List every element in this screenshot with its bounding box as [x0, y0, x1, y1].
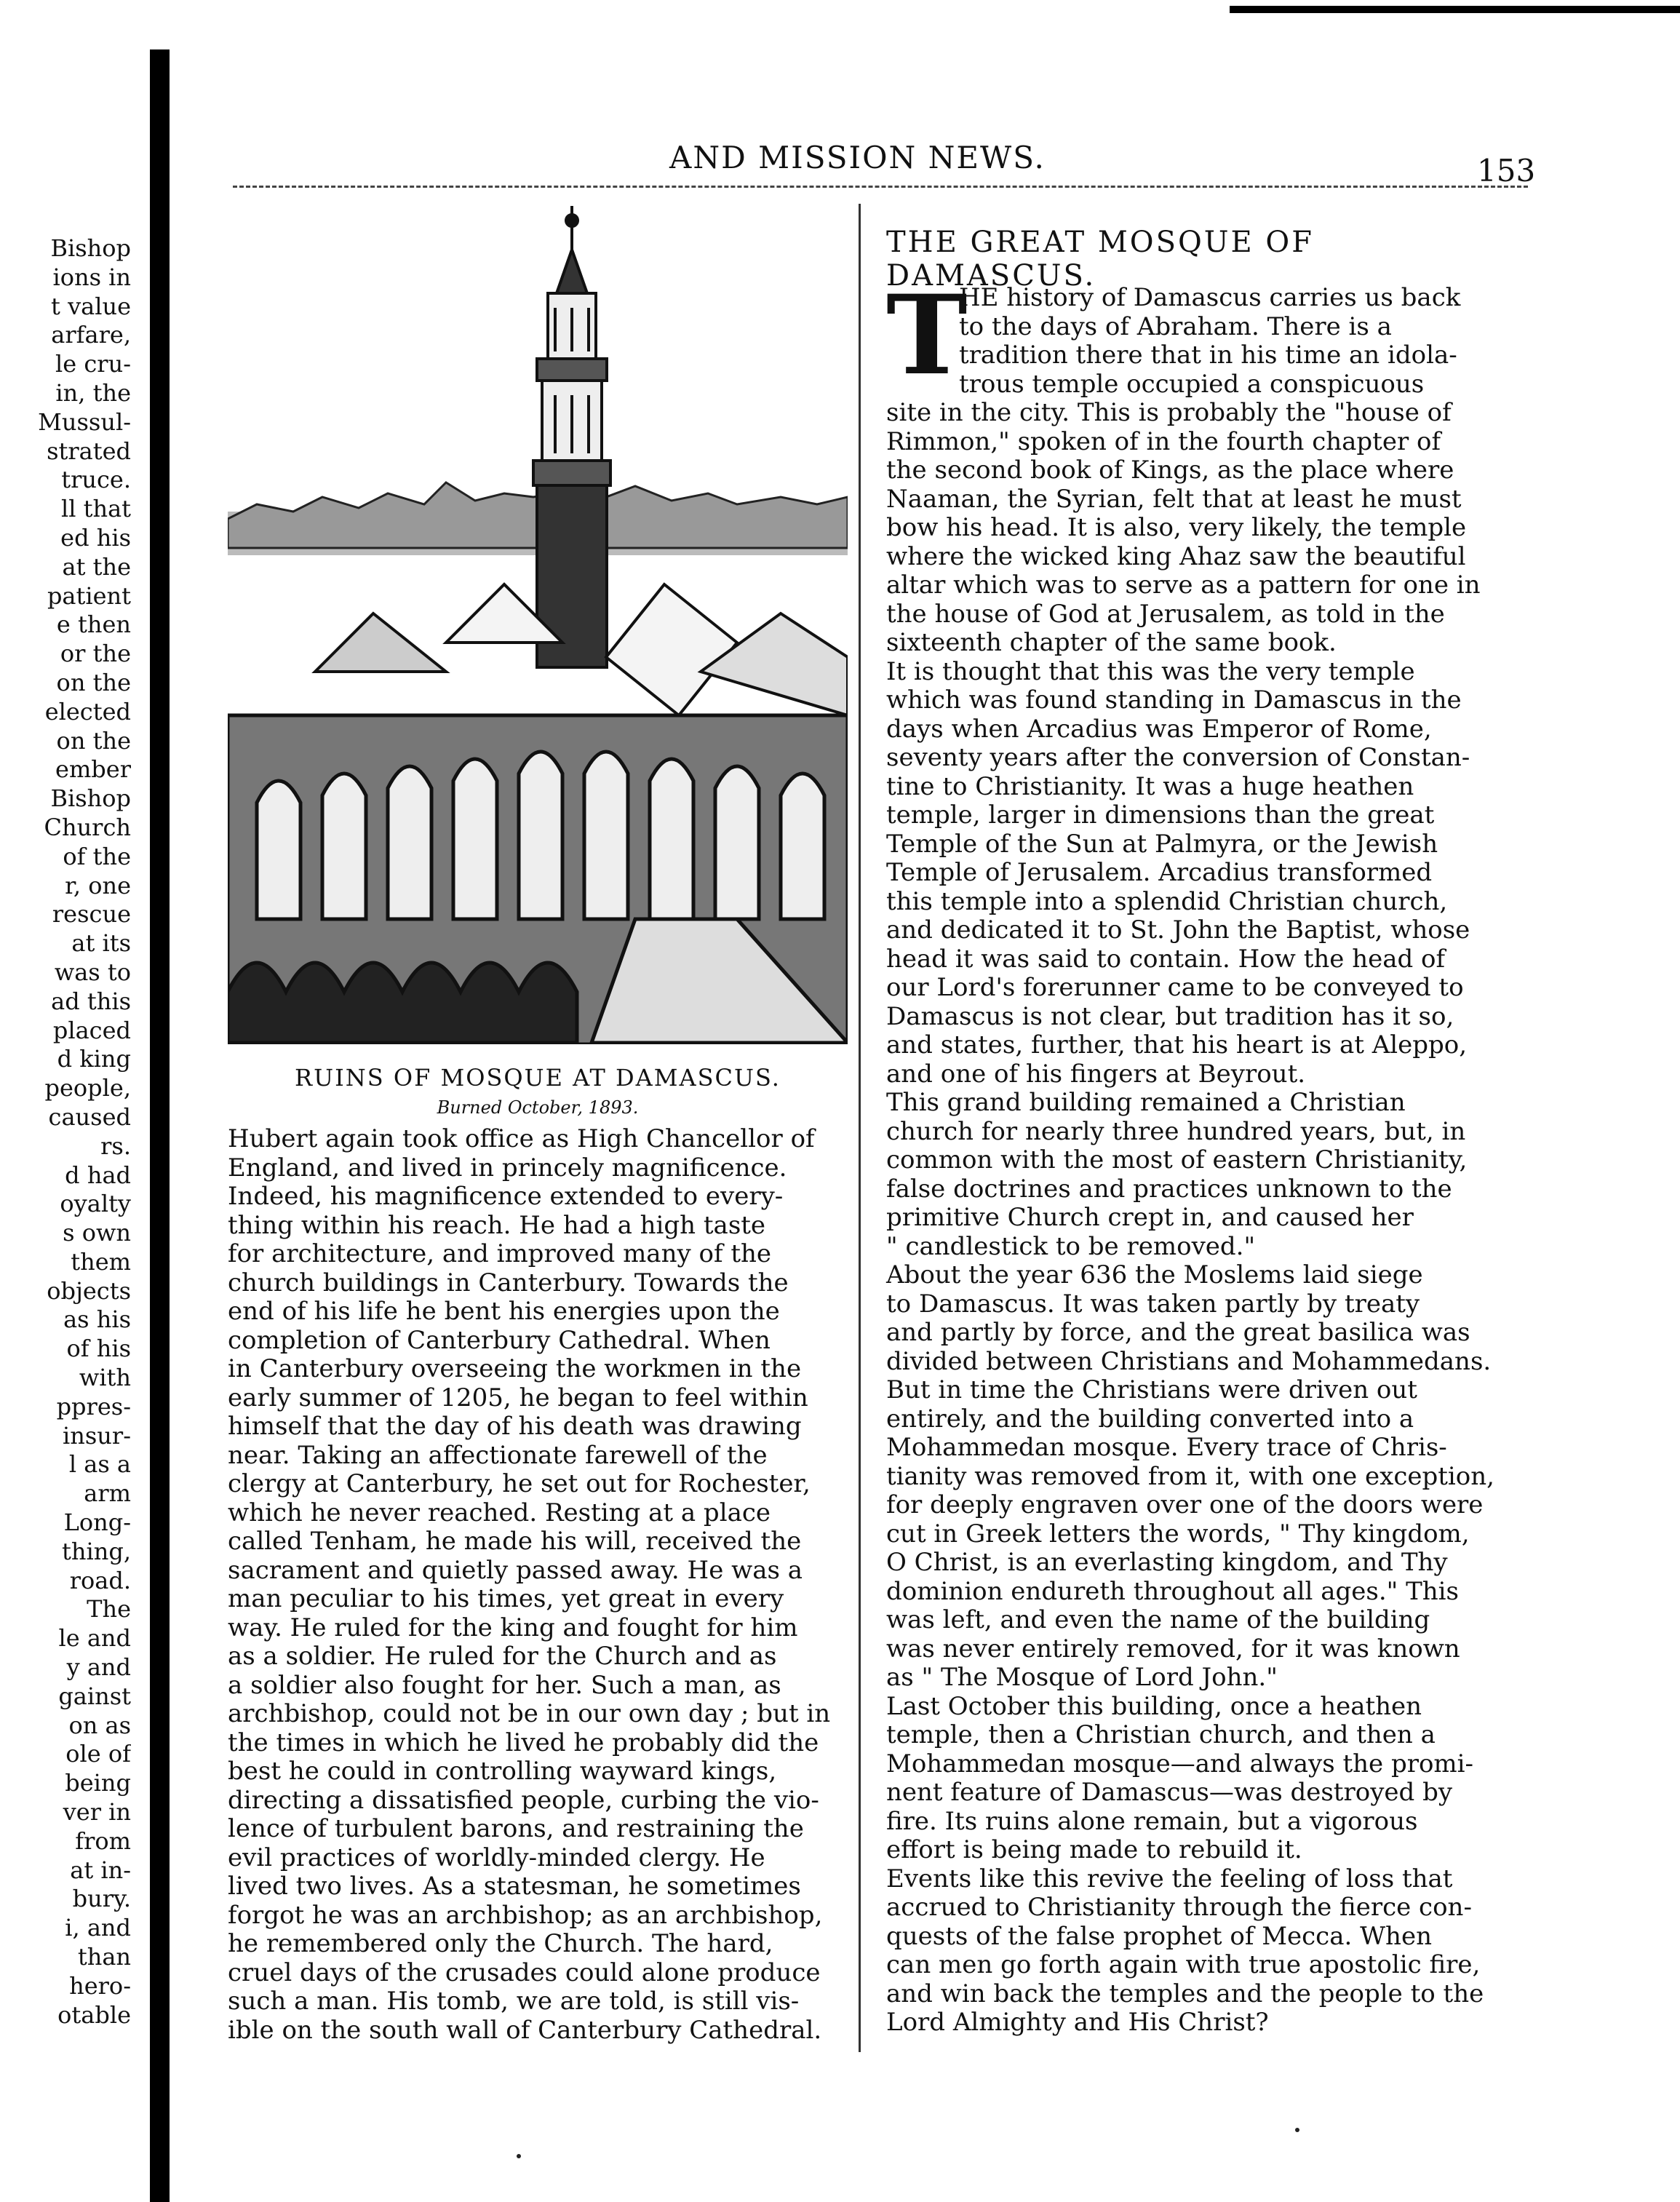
header-rule	[233, 186, 1528, 190]
margin-line: Bishop	[50, 234, 131, 262]
margin-line: them	[71, 1247, 131, 1276]
text-line: Mohammedan mosque—and always the promi-	[886, 1749, 1474, 1778]
text-line: which was found standing in Damascus in the	[886, 685, 1462, 715]
margin-line: s own	[63, 1219, 131, 1247]
margin-line: hero-	[69, 1971, 131, 2000]
text-line: Mohammedan mosque. Every trace of Chris-	[886, 1433, 1447, 1462]
text-line: dominion endureth throughout all ages." This	[886, 1576, 1459, 1606]
margin-line: in, the	[55, 378, 131, 407]
margin-line: Mussul-	[38, 408, 131, 436]
text-line: entirely, and the building converted into a	[886, 1404, 1414, 1434]
text-line: false doctrines and practices unknown to the	[886, 1174, 1452, 1204]
margin-line: elected	[44, 697, 131, 726]
margin-line: ll that	[60, 495, 131, 523]
text-line: the times in which he lived he probably did the	[228, 1728, 819, 1757]
text-line: and states, further, that his heart is at Aleppo,	[886, 1030, 1468, 1060]
text-line: he remembered only the Church. The hard,	[228, 1929, 773, 1958]
margin-line: otable	[57, 2000, 131, 2029]
margin-line: arm	[84, 1479, 131, 1508]
text-line: Temple of the Sun at Palmyra, or the Jewish	[886, 829, 1438, 859]
text-line: and win back the temples and the people to the	[886, 1979, 1484, 2008]
text-line: church buildings in Canterbury. Towards the	[228, 1268, 789, 1297]
margin-line: gainst	[58, 1682, 131, 1710]
text-line: such a man. His tomb, we are told, is still vis-	[228, 1987, 800, 2016]
text-line: for architecture, and improved many of the	[228, 1239, 772, 1268]
margin-line: at in-	[70, 1856, 131, 1884]
margin-line: Long-	[63, 1509, 131, 1537]
text-line: which he never reached. Resting at a place	[228, 1498, 771, 1527]
margin-line: bury.	[72, 1885, 131, 1913]
text-line: England, and lived in princely magnificence.	[228, 1153, 787, 1183]
text-line: tine to Christianity. It was a huge heathen	[886, 771, 1414, 801]
text-line: the second book of Kings, as the place where	[886, 456, 1454, 485]
text-line: was left, and even the name of the building	[886, 1605, 1430, 1634]
margin-line: thing,	[62, 1537, 131, 1565]
text-line: clergy at Canterbury, he set out for Rochester,	[228, 1469, 811, 1498]
margin-line: road.	[69, 1566, 131, 1594]
margin-line: arfare,	[51, 321, 131, 349]
text-line: a soldier also fought for her. Such a man, as	[228, 1670, 781, 1700]
text-line: altar which was to serve as a pattern for one in	[886, 571, 1481, 600]
top-rule	[1230, 6, 1680, 13]
text-line: for deeply engraven over one of the doors were	[886, 1490, 1484, 1519]
text-line: accrued to Christianity through the fierce con-	[886, 1893, 1472, 1922]
margin-line: oyalty	[60, 1190, 131, 1218]
margin-line: ppres-	[56, 1392, 131, 1420]
margin-line: Bishop	[50, 784, 131, 813]
margin-line: l as a	[68, 1450, 131, 1479]
text-line: cut in Greek letters the words, " Thy kingdom,	[886, 1519, 1470, 1549]
margin-line: on as	[68, 1711, 131, 1739]
text-line: It is thought that this was the very temple	[886, 656, 1415, 686]
margin-line: of his	[66, 1335, 131, 1363]
text-line: head it was said to contain. How the head of	[886, 944, 1446, 974]
text-line: evil practices of worldly-minded clergy. He	[228, 1843, 765, 1872]
text-line: archbishop, could not be in our own day ; but in	[228, 1699, 831, 1728]
margin-line: objects	[47, 1276, 131, 1305]
margin-line: ed his	[60, 523, 131, 552]
text-line: Events like this revive the feeling of loss that	[886, 1864, 1453, 1893]
article-body	[886, 284, 1534, 2038]
text-line: O Christ, is an everlasting kingdom, and Thy	[886, 1548, 1448, 1577]
margin-line: ember	[55, 755, 131, 784]
gutter-shadow	[150, 49, 170, 2202]
margin-line: e then	[56, 611, 131, 639]
margin-line: was to	[54, 958, 131, 986]
text-line: Temple of Jerusalem. Arcadius transformed	[886, 858, 1433, 887]
margin-line: at its	[71, 929, 131, 958]
text-line: in Canterbury overseeing the workmen in the	[228, 1354, 802, 1383]
text-line: tradition there that in his time an idola-	[959, 341, 1457, 370]
margin-line: rs.	[100, 1132, 131, 1160]
column-separator	[859, 204, 861, 2052]
ink-speck	[517, 2154, 521, 2158]
text-line: temple, then a Christian church, and then a	[886, 1720, 1436, 1749]
text-line: end of his life he bent his energies upon the	[228, 1297, 780, 1326]
text-line: as " The Mosque of Lord John."	[886, 1663, 1278, 1692]
margin-line: strated	[47, 437, 131, 465]
text-line: thing within his reach. He had a high taste	[228, 1210, 766, 1240]
running-header: AND MISSION NEWS.	[669, 140, 1046, 175]
text-line: Lord Almighty and His Christ?	[886, 2008, 1269, 2037]
text-line: days when Arcadius was Emperor of Rome,	[886, 714, 1432, 744]
text-line: About the year 636 the Moslems laid siege	[886, 1260, 1423, 1289]
text-line: completion of Canterbury Cathedral. When	[228, 1325, 771, 1355]
mosque-ruins-engraving	[228, 206, 848, 1044]
margin-line: with	[79, 1364, 131, 1392]
text-line: and partly by force, and the great basilica was	[886, 1318, 1470, 1347]
margin-line: ions in	[52, 263, 131, 291]
text-line: site in the city. This is probably the "house of	[886, 398, 1452, 427]
margin-line: or the	[60, 640, 131, 668]
drop-cap: T	[886, 271, 968, 400]
text-line: our Lord's forerunner came to be conveyed to	[886, 973, 1464, 1002]
text-line: Rimmon," spoken of in the fourth chapter of	[886, 426, 1441, 456]
figure-subcaption: Burned October, 1893.	[437, 1097, 639, 1118]
text-line: Damascus is not clear, but tradition has it so,	[886, 1001, 1454, 1031]
text-line: church for nearly three hundred years, but, in	[886, 1116, 1466, 1146]
text-line: sixteenth chapter of the same book.	[886, 628, 1337, 657]
margin-line: le cru-	[55, 350, 131, 378]
text-line: nent feature of Damascus—was destroyed by	[886, 1778, 1453, 1807]
margin-line: The	[87, 1595, 131, 1623]
text-line: tianity was removed from it, with one exception,	[886, 1461, 1494, 1491]
text-line: quests of the false prophet of Mecca. When	[886, 1921, 1432, 1951]
text-line: cruel days of the crusades could alone produce	[228, 1957, 821, 1987]
text-line: was never entirely removed, for it was known	[886, 1634, 1460, 1664]
text-line: effort is being made to rebuild it.	[886, 1835, 1302, 1864]
text-line: primitive Church crept in, and caused her	[886, 1203, 1414, 1232]
text-line: Hubert again took office as High Chancellor of	[228, 1124, 815, 1153]
text-line: This grand building remained a Christian	[886, 1088, 1406, 1117]
margin-line: i, and	[65, 1914, 131, 1942]
page-number: 153	[1477, 153, 1536, 188]
margin-line: patient	[47, 581, 131, 610]
text-line: forgot he was an archbishop; as an archbishop,	[228, 1900, 823, 1930]
margin-line: of the	[63, 842, 131, 870]
text-line: near. Taking an affectionate farewell of the	[228, 1440, 768, 1470]
margin-line: r, one	[65, 871, 131, 899]
ink-speck	[1295, 2128, 1299, 2132]
margin-line: insur-	[63, 1421, 131, 1450]
margin-line: t value	[51, 292, 131, 320]
margin-line: d king	[57, 1045, 131, 1073]
margin-line: on the	[56, 726, 131, 755]
text-line: and one of his fingers at Beyrout.	[886, 1059, 1306, 1089]
text-line: Last October this building, once a heathen	[886, 1691, 1422, 1721]
margin-line: than	[77, 1943, 131, 1971]
margin-line: on the	[56, 668, 131, 696]
text-line: as a soldier. He ruled for the Church and as	[228, 1642, 777, 1671]
figure-caption: RUINS OF MOSQUE AT DAMASCUS.	[295, 1064, 781, 1092]
text-line: where the wicked king Ahaz saw the beautiful	[886, 541, 1466, 571]
margin-line: from	[75, 1827, 131, 1855]
margin-line: placed	[52, 1016, 131, 1044]
text-line: and dedicated it to St. John the Baptist, whose	[886, 915, 1470, 945]
margin-line: ole of	[65, 1740, 131, 1768]
text-line: early summer of 1205, he began to feel within	[228, 1383, 808, 1412]
text-line: Indeed, his magnificence extended to every-	[228, 1182, 784, 1211]
margin-line: rescue	[52, 900, 131, 929]
margin-line: people,	[44, 1074, 131, 1102]
text-line: trous temple occupied a conspicuous	[959, 369, 1425, 399]
text-line: lence of turbulent barons, and restraining the	[228, 1814, 804, 1843]
text-line: himself that the day of his death was drawing	[228, 1412, 802, 1441]
margin-line: Church	[44, 813, 131, 841]
margin-line: y and	[66, 1653, 131, 1682]
text-line: Naaman, the Syrian, felt that at least he must	[886, 484, 1462, 514]
text-line: fire. Its ruins alone remain, but a vigorous	[886, 1806, 1418, 1836]
margin-line: ver in	[63, 1798, 131, 1827]
text-line: man peculiar to his times, yet great in every	[228, 1584, 784, 1613]
text-line: directing a dissatisfied people, curbing the vio-	[228, 1785, 819, 1815]
margin-line: as his	[63, 1305, 131, 1334]
arcade-ruins	[228, 715, 848, 1044]
margin-line: truce.	[61, 466, 131, 494]
text-line: can men go forth again with true apostolic fire,	[886, 1950, 1481, 1979]
text-line: way. He ruled for the king and fought for him	[228, 1613, 798, 1642]
text-line: " candlestick to be removed."	[886, 1231, 1256, 1261]
text-line: divided between Christians and Mohammedans.	[886, 1346, 1492, 1376]
text-line: lived two lives. As a statesman, he sometimes	[228, 1872, 801, 1901]
text-line: sacrament and quietly passed away. He was a	[228, 1555, 803, 1585]
margin-line: at the	[62, 552, 131, 581]
text-line: best he could in controlling wayward kings,	[228, 1757, 777, 1786]
text-line: the house of God at Jerusalem, as told in the	[886, 599, 1445, 629]
margin-line: d had	[65, 1161, 131, 1189]
text-line: to the days of Abraham. There is a	[959, 311, 1392, 341]
text-line: HE history of Damascus carries us back	[959, 283, 1461, 312]
margin-line: caused	[48, 1102, 131, 1131]
text-line: called Tenham, he made his will, received the	[228, 1527, 802, 1556]
text-line: ible on the south wall of Canterbury Cathedral.	[228, 2015, 822, 2045]
article-title: THE GREAT MOSQUE OF DAMASCUS.	[886, 226, 1314, 293]
text-line: common with the most of eastern Christianity,	[886, 1145, 1468, 1174]
text-line: But in time the Christians were driven out	[886, 1375, 1417, 1404]
margin-line: le and	[58, 1624, 131, 1653]
text-line: temple, larger in dimensions than the great	[886, 800, 1435, 830]
text-line: seventy years after the conversion of Constan-	[886, 743, 1470, 772]
margin-line: being	[65, 1769, 131, 1797]
text-line: to Damascus. It was taken partly by treaty	[886, 1289, 1420, 1319]
text-line: this temple into a splendid Christian church,	[886, 886, 1448, 916]
left-column-text	[228, 1125, 848, 2045]
previous-page-margin	[6, 234, 131, 2030]
margin-line: ad this	[51, 987, 131, 1015]
text-line: bow his head. It is also, very likely, the temple	[886, 513, 1467, 542]
